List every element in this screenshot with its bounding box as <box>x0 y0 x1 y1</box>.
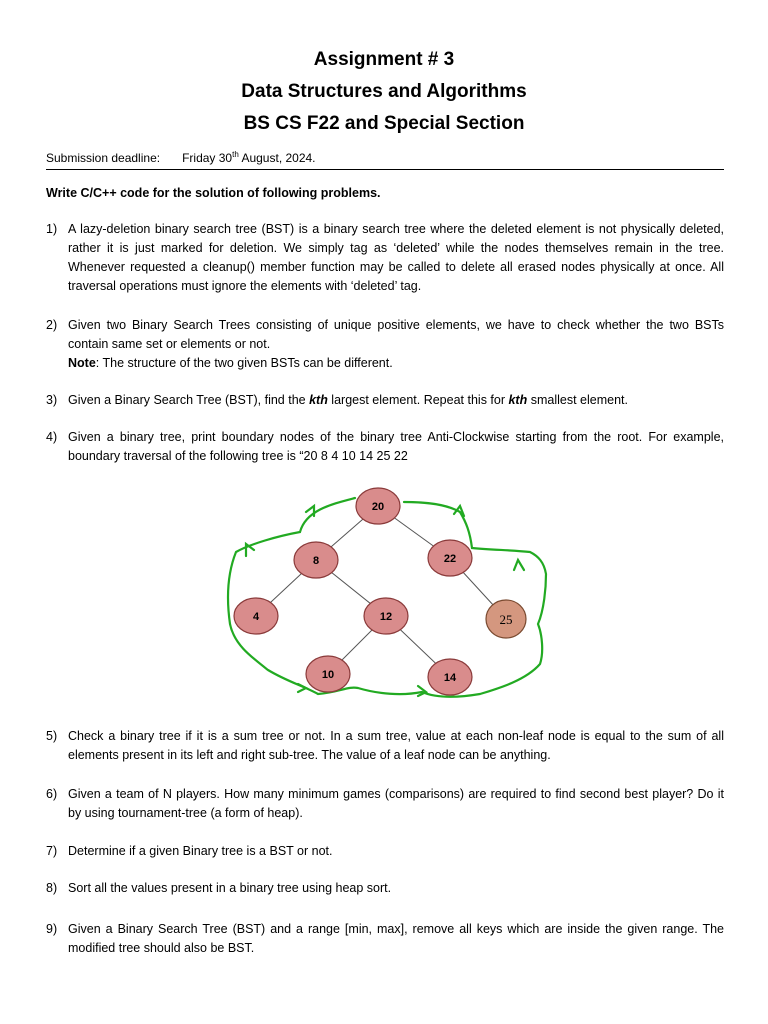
node-label: 25 <box>499 612 513 627</box>
course-title: Data Structures and Algorithms <box>241 81 527 102</box>
question-text: Sort all the values present in a binary tree using heap sort. <box>68 881 392 895</box>
question-5 <box>46 727 724 765</box>
node-10 <box>306 656 350 692</box>
question-1 <box>46 220 724 296</box>
question-note <box>68 354 724 373</box>
arrow-head <box>246 544 254 556</box>
node-label: 20 <box>371 501 385 513</box>
question-number: 4) <box>46 430 58 444</box>
node-label: 8 <box>312 555 320 567</box>
binary-tree-diagram <box>222 484 552 706</box>
instruction: Write C/C++ code for the solution of following problems. <box>46 186 381 200</box>
question-6 <box>46 785 724 823</box>
node-14 <box>428 659 472 695</box>
kth-term: kth <box>309 393 328 407</box>
text-part: smallest element. <box>527 393 628 407</box>
node-8 <box>294 542 338 578</box>
arrow-head <box>514 560 524 570</box>
deadline-label: Submission deadline: <box>46 151 161 165</box>
node-20 <box>356 488 400 524</box>
question-number: 6) <box>46 787 58 801</box>
question-number: 2) <box>46 318 58 332</box>
node-22 <box>428 540 472 576</box>
text-part: Given a Binary Search Tree (BST), find the <box>68 393 310 407</box>
question-number: 5) <box>46 729 58 743</box>
question-text: Given a team of N players. How many minimum games (comparisons) are required to find second best player? Do it by using tournament-tree (a form of heap). <box>68 787 724 820</box>
question-number: 1) <box>46 222 58 236</box>
question-text: Given a binary tree, print boundary nodes of the binary tree Anti-Clockwise starting from the root. For example, boundary traversal of the following tree is “20 8 4 10 14 25 22 <box>68 430 724 463</box>
question-7 <box>46 842 724 861</box>
section-title: BS CS F22 and Special Section <box>243 113 525 134</box>
deadline-day-suffix: th <box>232 150 239 159</box>
node-label: 4 <box>252 611 260 623</box>
question-text: Check a binary tree if it is a sum tree or not. In a sum tree, value at each non-leaf node is equal to the sum of all elements present in its left and right sub-tree. The value of a leaf node can be anything. <box>68 729 724 762</box>
node-25 <box>486 600 526 638</box>
node-label: 22 <box>443 553 457 565</box>
tree-nodes <box>234 488 526 695</box>
node-label: 10 <box>321 669 335 681</box>
question-3 <box>46 391 724 410</box>
kth-term: kth <box>508 393 528 407</box>
node-12 <box>364 598 408 634</box>
deadline-day: Friday 30 <box>182 151 233 165</box>
question-8 <box>46 879 724 898</box>
question-4 <box>46 428 724 466</box>
question-number: 9) <box>46 922 58 936</box>
deadline-rest: August, 2024. <box>238 151 316 165</box>
question-number: 8) <box>46 881 58 895</box>
question-2 <box>46 316 724 373</box>
question-text: A lazy-deletion binary search tree (BST) is a binary search tree where the deleted element is not physically deleted, rather it is just marked for deletion. We simply tag as ‘deleted’ while the nodes themselves remain in the tree. Whenever requested a cleanup() member function may be called to delete all erased nodes physically at once. All traversal operations must ignore the elements with ‘deleted’ tag. <box>68 222 724 293</box>
question-text: Given a Binary Search Tree (BST) and a range [min, max], remove all keys which are inside the given range. The modified tree should also be BST. <box>68 922 724 955</box>
node-label: 12 <box>379 611 393 623</box>
question-text <box>68 391 724 410</box>
note-text: : The structure of the two given BSTs can be different. <box>95 356 393 370</box>
node-label: 14 <box>443 672 457 684</box>
question-text: Given two Binary Search Trees consisting of unique positive elements, we have to check whether the two BSTs contain same set or elements or not. <box>68 318 724 351</box>
node-4 <box>234 598 278 634</box>
assignment-title: Assignment # 3 <box>313 49 455 70</box>
text-part: largest element. Repeat this for <box>327 393 509 407</box>
question-number: 7) <box>46 844 58 858</box>
question-number: 3) <box>46 393 58 407</box>
arrow-head <box>298 684 306 692</box>
question-9 <box>46 920 724 958</box>
submission-deadline <box>46 150 724 170</box>
note-label: Note <box>68 356 96 370</box>
question-text: Determine if a given Binary tree is a BST or not. <box>68 844 333 858</box>
title-block <box>0 44 768 140</box>
